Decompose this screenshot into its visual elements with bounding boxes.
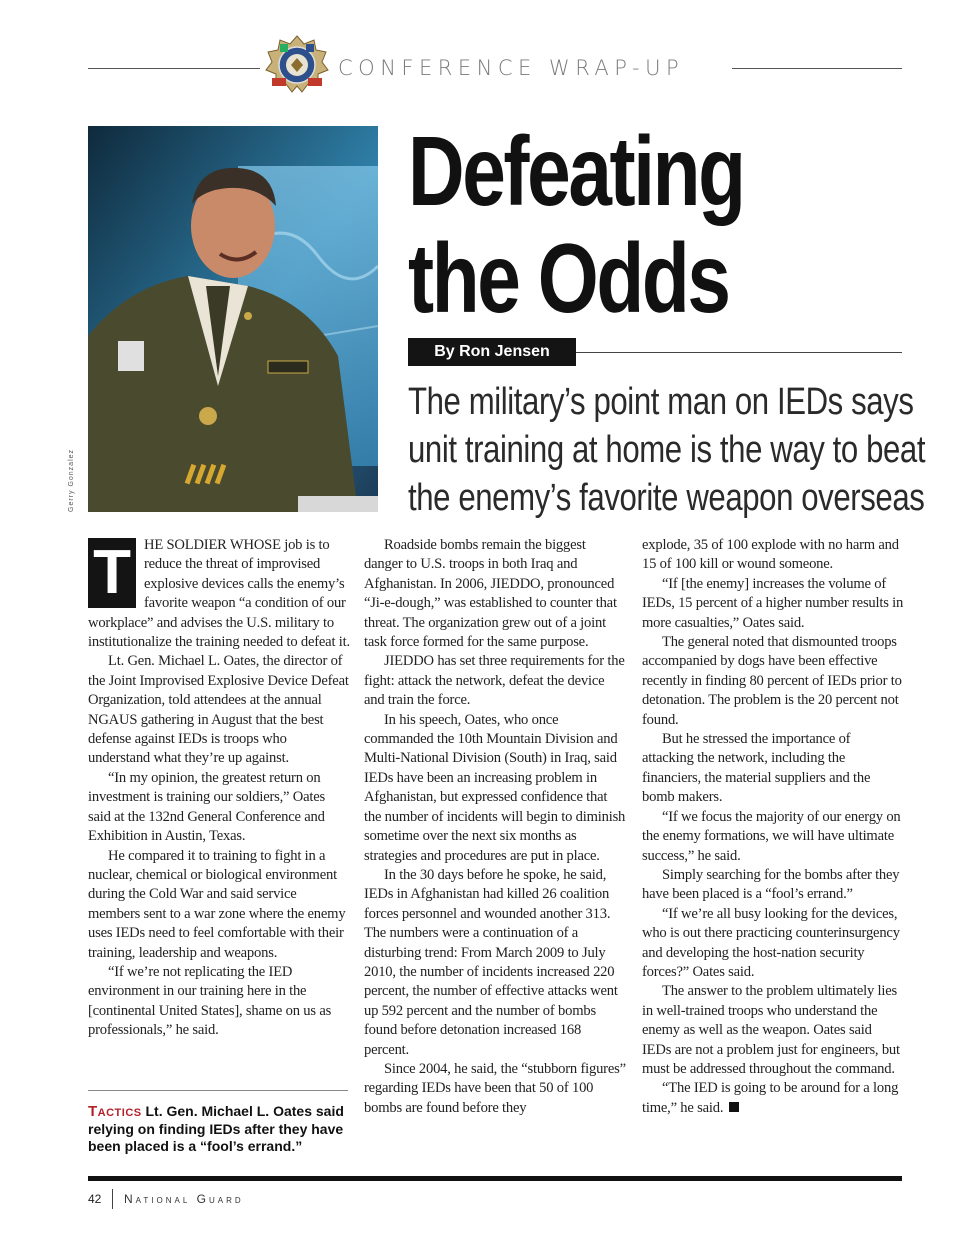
footer-rule xyxy=(88,1176,902,1181)
deck-line-3: the enemy’s favorite weapon overseas xyxy=(408,477,925,519)
deck-line-1: The military’s point man on IEDs says xyxy=(408,381,914,423)
magazine-name: National Guard xyxy=(124,1192,244,1206)
article-headline xyxy=(408,118,808,332)
paragraph: He compared it to training to fight in a nuclear, chemical or biological environment during the Cold War and said service members sent to a war zone where the enemy uses IEDs need to feel comfortable with their training, leadership and weapons. xyxy=(88,847,346,961)
paragraph: “If [the enemy] increases the volume of IEDs, 15 percent of a higher number results in more casualties,” Oates said. xyxy=(642,575,904,631)
caption-text: Lt. Gen. Michael L. Oates said relying on finding IEDs after they have been placed is a “fool’s errand.” xyxy=(88,1103,344,1154)
paragraph: Simply searching for the bombs after they have been placed is a “fool’s errand.” xyxy=(642,866,900,903)
deck-line-2: unit training at home is the way to beat xyxy=(408,429,926,471)
paragraph: explode, 35 of 100 explode with no harm and 15 of 100 kill or wound someone. xyxy=(642,537,899,573)
paragraph: Roadside bombs remain the biggest danger to U.S. troops in both Iraq and Afghanistan. In 2006, JIEDDO, pronounced “Ji-e-dough,” was established to counter that threat. The organization grew out of a joint task force formed for the same purpose. xyxy=(364,537,617,651)
paragraph: Since 2004, he said, the “stubborn figures” regarding IEDs have been that 50 of 100 bombs are found before they xyxy=(364,1060,626,1116)
paragraph: The general noted that dismounted troops accompanied by dogs have been effective recently in finding 80 percent of IEDs prior to detonation. The problem is the 20 percent not found. xyxy=(642,634,902,728)
header-rule-left xyxy=(88,68,260,69)
paragraph: T HE SOLDIER WHOSE job is to reduce the threat of improvised explosive devices calls the enemy’s favorite weapon “a condition of our workplace” and advises the U.S. military to institutionalize the training needed to defeat it. xyxy=(88,537,350,651)
byline-rule xyxy=(576,352,902,353)
article-deck xyxy=(408,378,926,522)
footer-separator xyxy=(112,1189,113,1209)
paragraph: But he stressed the importance of attacking the network, including the financiers, the material suppliers and the bomb makers. xyxy=(642,731,871,806)
ngaus-seal-icon xyxy=(262,34,332,98)
drop-cap: T xyxy=(88,538,136,608)
paragraph: Lt. Gen. Michael L. Oates, the director of the Joint Improvised Explosive Device Defeat Organization, told attendees at the annual NGAUS gathering in August that the best defense against IEDs is troops who understand what they’re up against. xyxy=(88,653,349,767)
paragraph: “In my opinion, the greatest return on investment is training our soldiers,” Oates said at the 132nd General Conference and Exhibition in Austin, Texas. xyxy=(88,769,326,845)
paragraph: “If we focus the majority of our energy on the enemy formations, we will have ultimate success,” he said. xyxy=(642,808,901,864)
paragraph: JIEDDO has set three requirements for the fight: attack the network, defeat the device and train the force. xyxy=(364,653,625,709)
header-rule-right xyxy=(732,68,902,69)
article-photo xyxy=(88,126,378,512)
end-square-icon xyxy=(729,1102,739,1112)
paragraph: “If we’re all busy looking for the devices, who is out there practicing counterinsurgency and developing the host-nation security forces?” Oates said. xyxy=(642,905,900,980)
byline: By Ron Jensen xyxy=(434,343,550,360)
caption-tag: Tactics xyxy=(88,1103,142,1120)
section-label: CONFERENCE WRAP-UP xyxy=(338,56,685,80)
headline-line-2: the Odds xyxy=(408,223,729,333)
caption-rule xyxy=(88,1090,348,1091)
body-column-2 xyxy=(364,536,626,1118)
body-column-1 xyxy=(88,536,350,1041)
paragraph: “If we’re not replicating the IED environment in our training here in the [continental United States], shame on us as professionals,” he said. xyxy=(88,963,332,1039)
paragraph: “The IED is going to be around for a long time,” he said. xyxy=(642,1080,899,1116)
paragraph: In the 30 days before he spoke, he said, IEDs in Afghanistan had killed 26 coalition forces personnel and wounded another 313. The numbers were a continuation of a disturbing trend: From March 2009 to July 2010, the number of incidents increased 220 percent, the number of effective attacks went up 592 percent and the number of bombs found before detonation increased 168 percent. xyxy=(364,866,618,1058)
paragraph: In his speech, Oates, who once commanded the 10th Mountain Division and Multi-National Division (South) in Iraq, said IEDs have been an increasing problem in Afghanistan, but expressed confidence that the number of incidents will begin to diminish sometime over the next six months as strategies and procedures are put in place. xyxy=(364,711,626,864)
paragraph: The answer to the problem ultimately lies in well-trained troops who understand the enemy as well as the weapon. Oates said IEDs are not a problem just for engineers, but must be addressed throughout the command. xyxy=(642,983,900,1077)
photo-caption xyxy=(88,1103,350,1156)
headline-line-1: Defeating xyxy=(408,116,744,226)
body-column-3 xyxy=(642,536,904,1118)
page-number: 42 xyxy=(88,1192,102,1206)
photo-credit: Gerry Gonzalez xyxy=(68,448,75,512)
